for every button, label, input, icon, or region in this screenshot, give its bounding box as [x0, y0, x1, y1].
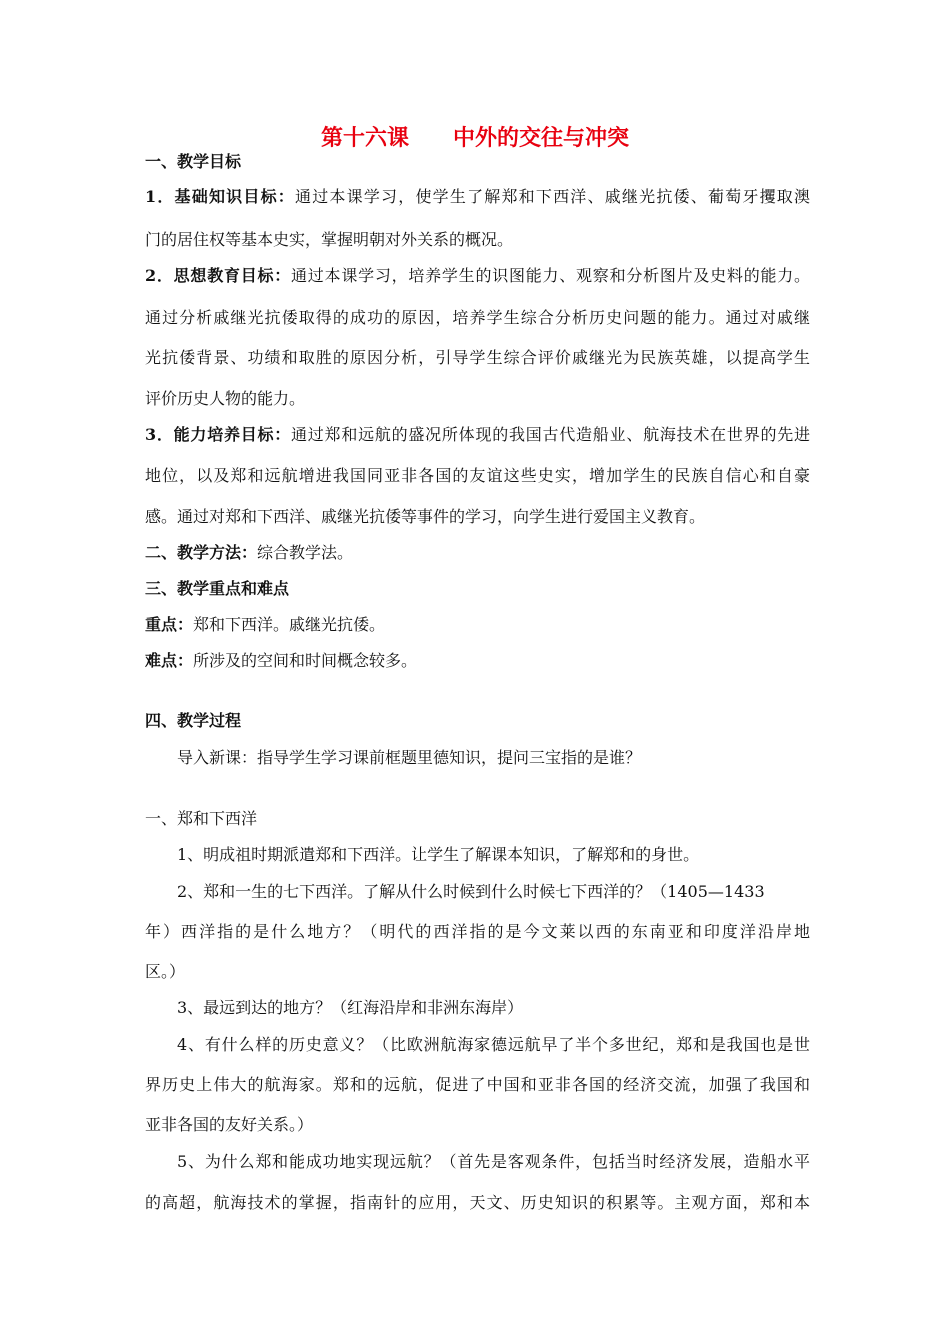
difficult-point-label: 难点：	[145, 651, 194, 670]
item-2-line-2: 年）西洋指的是什么地方？（明代的西洋指的是今文莱以西的东南亚和印度洋沿岸地	[145, 922, 810, 941]
section-heading-process: 四、教学过程	[145, 711, 242, 730]
goal-2-line-4: 评价历史人物的能力。	[145, 389, 306, 408]
goal-2-line-1	[145, 266, 810, 286]
goal-2-label: 2．思想教育目标：	[145, 266, 292, 285]
item-4-line-2: 界历史上伟大的航海家。郑和的远航，促进了中国和亚非各国的经济交流，加强了我国和	[145, 1075, 810, 1094]
difficult-point-text: 所涉及的空间和时间概念较多。	[193, 651, 418, 670]
intro-paragraph: 导入新课：指导学生学习课前框题里德知识，提问三宝指的是谁？	[177, 748, 642, 767]
goal-2-line-3: 光抗倭背景、功绩和取胜的原因分析，引导学生综合评价戚继光为民族英雄，以提高学生	[145, 348, 810, 367]
item-4-line-1: 4、有什么样的历史意义？（比欧洲航海家德远航早了半个多世纪，郑和是我国也是世	[177, 1035, 810, 1054]
goal-2-line-2: 通过分析戚继光抗倭取得的成功的原因，培养学生综合分析历史问题的能力。通过对戚继	[145, 308, 810, 327]
key-point-text: 郑和下西洋。戚继光抗倭。	[193, 615, 386, 634]
section-methods	[145, 543, 810, 563]
goal-3-line-1	[145, 425, 810, 445]
goal-2-text: 通过本课学习，培养学生的识图能力、观察和分析图片及史料的能力。	[291, 266, 810, 285]
section-heading-focus: 三、教学重点和难点	[145, 579, 290, 598]
goal-1-line-2: 门的居住权等基本史实，掌握明朝对外关系的概况。	[145, 230, 514, 249]
lesson-title: 第十六课 中外的交往与冲突	[320, 125, 629, 151]
goal-3-text: 通过郑和远航的盛况所体现的我国古代造船业、航海技术在世界的先进	[291, 425, 810, 444]
goal-1-text: 通过本课学习，使学生了解郑和下西洋、戚继光抗倭、葡萄牙攫取澳	[295, 187, 810, 206]
section-heading-goals: 一、教学目标	[145, 152, 242, 171]
item-5-line-2: 的高超，航海技术的掌握，指南针的应用，天文、历史知识的积累等。主观方面，郑和本	[145, 1193, 810, 1212]
goal-1-line-1	[145, 187, 810, 207]
methods-label: 二、教学方法：	[145, 543, 258, 562]
difficult-point	[145, 651, 810, 671]
goal-3-line-2: 地位，以及郑和远航增进我国同亚非各国的友谊这些史实，增加学生的民族自信心和自豪	[145, 466, 810, 485]
goal-3-line-3: 感。通过对郑和下西洋、戚继光抗倭等事件的学习，向学生进行爱国主义教育。	[145, 507, 706, 526]
item-5-line-1: 5、为什么郑和能成功地实现远航？（首先是客观条件，包括当时经济发展，造船水平	[177, 1152, 810, 1171]
goal-1-label: 1．基础知识目标：	[145, 187, 295, 206]
item-1: 1、明成祖时期派遣郑和下西洋。让学生了解课本知识，了解郑和的身世。	[177, 845, 700, 864]
part-1-heading: 一、郑和下西洋	[145, 809, 258, 828]
item-2-line-1: 2、郑和一生的七下西洋。了解从什么时候到什么时候七下西洋的？（1405—1433	[177, 882, 765, 901]
key-point-label: 重点：	[145, 615, 194, 634]
methods-text: 综合教学法。	[257, 543, 354, 562]
key-point	[145, 615, 810, 635]
item-3: 3、最远到达的地方？（红海沿岸和非洲东海岸）	[177, 998, 524, 1017]
goal-3-label: 3．能力培养目标：	[145, 425, 292, 444]
item-4-line-3: 亚非各国的友好关系。）	[145, 1115, 314, 1134]
item-2-line-3: 区。）	[145, 962, 186, 981]
